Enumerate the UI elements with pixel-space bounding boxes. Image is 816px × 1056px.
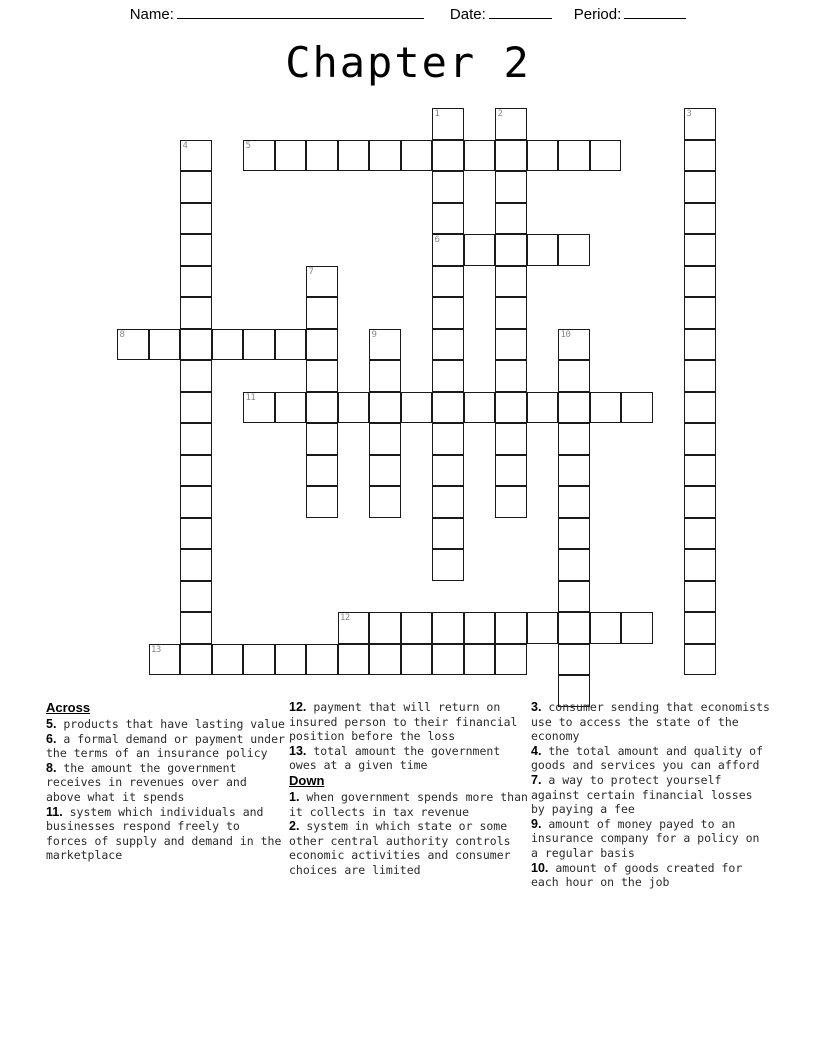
grid-cell[interactable] [212, 329, 244, 361]
grid-cell[interactable] [590, 612, 622, 644]
clue-number: 11. [46, 804, 63, 819]
grid-cell[interactable] [338, 140, 370, 172]
grid-cell[interactable] [306, 392, 338, 424]
clue-number: 4. [531, 743, 542, 758]
grid-cell[interactable] [369, 423, 401, 455]
grid-cell[interactable] [495, 644, 527, 676]
grid-cell-number: 12 [340, 613, 350, 623]
grid-cell[interactable] [180, 486, 212, 518]
clue-down-9 [531, 817, 773, 861]
grid-cell[interactable] [590, 140, 622, 172]
grid-cell[interactable] [590, 392, 622, 424]
grid-cell[interactable] [369, 392, 401, 424]
clue-text: system in which state or some other central authority controls economic activities and consumer choices are limited [289, 819, 511, 877]
grid-cell[interactable] [369, 486, 401, 518]
grid-cell[interactable] [401, 612, 433, 644]
grid-cell[interactable] [180, 266, 212, 298]
grid-cell[interactable] [306, 297, 338, 329]
grid-cell[interactable] [558, 644, 590, 676]
grid-cell[interactable] [527, 392, 559, 424]
clue-down-7 [531, 773, 773, 817]
grid-cell-number: 4 [182, 140, 188, 151]
grid-cell[interactable] [432, 140, 464, 172]
grid-cell[interactable] [369, 360, 401, 392]
grid-cell[interactable] [495, 329, 527, 361]
grid-cell[interactable] [527, 612, 559, 644]
grid-cell[interactable] [558, 486, 590, 518]
grid-cell[interactable] [369, 612, 401, 644]
grid-cell[interactable] [684, 612, 716, 644]
grid-cell[interactable] [621, 392, 653, 424]
clue-number: 12. [289, 700, 307, 714]
grid-cell[interactable] [338, 644, 370, 676]
grid-cell[interactable] [243, 140, 275, 172]
clue-across-12 [289, 700, 529, 744]
grid-cell[interactable] [306, 329, 338, 361]
clue-text: when government spends more than it collects in tax revenue [289, 789, 528, 819]
clue-down-3 [531, 700, 773, 744]
clue-number: 9. [531, 816, 542, 831]
grid-cell[interactable] [495, 234, 527, 266]
grid-cell[interactable] [684, 455, 716, 487]
grid-cell[interactable] [306, 455, 338, 487]
grid-cell[interactable] [432, 297, 464, 329]
grid-cell[interactable] [432, 455, 464, 487]
grid-cell[interactable] [684, 392, 716, 424]
grid-cell[interactable] [306, 423, 338, 455]
grid-cell[interactable] [306, 644, 338, 676]
grid-cell[interactable] [432, 644, 464, 676]
grid-cell[interactable] [432, 108, 464, 140]
grid-cell[interactable] [432, 329, 464, 361]
clue-number: 6. [46, 731, 57, 746]
grid-cell[interactable] [464, 612, 496, 644]
grid-cell[interactable] [180, 360, 212, 392]
grid-cell[interactable] [369, 140, 401, 172]
grid-cell[interactable] [180, 612, 212, 644]
grid-cell[interactable] [180, 297, 212, 329]
across-heading: Across [46, 700, 91, 715]
grid-cell[interactable] [180, 455, 212, 487]
grid-cell[interactable] [432, 612, 464, 644]
grid-cell[interactable] [212, 644, 244, 676]
clue-text: amount of money payed to an insurance company for a policy on a regular basis [531, 816, 760, 860]
grid-cell[interactable] [432, 486, 464, 518]
grid-cell-number: 6 [434, 235, 440, 245]
grid-cell[interactable] [558, 140, 590, 172]
name-label: Name: [129, 6, 174, 23]
grid-cell[interactable] [401, 140, 433, 172]
grid-cell[interactable] [432, 392, 464, 424]
clue-number: 13. [289, 743, 307, 758]
grid-cell-number: 1 [434, 109, 440, 119]
clue-text: total amount the government owes at a given time [289, 743, 501, 773]
grid-cell[interactable] [495, 392, 527, 424]
grid-cell[interactable] [180, 423, 212, 455]
grid-cell[interactable] [180, 518, 212, 550]
grid-cell-number: 7 [308, 266, 314, 277]
grid-cell[interactable] [306, 486, 338, 518]
grid-cell[interactable] [684, 581, 716, 613]
grid-cell[interactable] [558, 360, 590, 392]
grid-cell[interactable] [527, 234, 559, 266]
grid-cell[interactable] [369, 644, 401, 676]
grid-cell-number: 10 [560, 329, 571, 340]
grid-cell[interactable] [275, 644, 307, 676]
grid-cell[interactable] [149, 329, 181, 361]
clue-text: consumer sending that economists use to access the state of the economy [531, 700, 770, 744]
grid-cell[interactable] [180, 581, 212, 613]
grid-cell-number: 2 [497, 109, 503, 119]
clue-text: the total amount and quality of goods and services you can afford [531, 743, 763, 773]
grid-cell[interactable] [684, 644, 716, 676]
grid-cell[interactable] [684, 360, 716, 392]
grid-cell[interactable] [149, 644, 181, 676]
clue-number: 2. [289, 819, 300, 834]
grid-cell[interactable] [558, 612, 590, 644]
grid-cell[interactable] [401, 644, 433, 676]
grid-cell[interactable] [558, 518, 590, 550]
grid-cell[interactable] [495, 171, 527, 203]
grid-cell-number: 5 [245, 140, 251, 151]
grid-cell[interactable] [558, 234, 590, 266]
clue-down-10 [531, 861, 773, 890]
clue-across-8 [46, 761, 286, 805]
grid-cell[interactable] [495, 455, 527, 487]
period-label: Period: [573, 6, 622, 23]
clue-text: the amount the government receives in revenues over and above what it spends [46, 760, 247, 804]
grid-cell[interactable] [243, 644, 275, 676]
grid-cell[interactable] [432, 423, 464, 455]
grid-cell[interactable] [306, 360, 338, 392]
grid-cell[interactable] [275, 329, 307, 361]
clue-text: amount of goods created for each hour on the job [531, 860, 743, 890]
grid-cell[interactable] [558, 455, 590, 487]
grid-cell[interactable] [275, 140, 307, 172]
clue-number: 3. [531, 700, 542, 714]
grid-cell[interactable] [464, 392, 496, 424]
grid-cell[interactable] [306, 140, 338, 172]
grid-cell[interactable] [684, 486, 716, 518]
grid-cell[interactable] [432, 171, 464, 203]
grid-cell[interactable] [432, 549, 464, 581]
clue-text: a formal demand or payment under the terms of an insurance policy [46, 731, 285, 761]
clue-across-6 [46, 732, 286, 761]
clue-text: payment that will return on insured person to their financial position before the loss [289, 700, 518, 744]
grid-cell[interactable] [180, 644, 212, 676]
clue-text: system which individuals and businesses respond freely to forces of supply and demand in the marketplace [46, 804, 282, 863]
grid-cell[interactable] [495, 297, 527, 329]
grid-cell[interactable] [401, 392, 433, 424]
grid-cell[interactable] [558, 423, 590, 455]
grid-cell[interactable] [243, 392, 275, 424]
clue-number: 1. [289, 789, 300, 804]
grid-cell[interactable] [558, 329, 590, 361]
grid-cell[interactable] [495, 486, 527, 518]
grid-cell[interactable] [495, 203, 527, 235]
grid-cell[interactable] [684, 234, 716, 266]
grid-cell[interactable] [432, 518, 464, 550]
grid-cell[interactable] [684, 266, 716, 298]
clue-down-4 [531, 744, 773, 773]
grid-cell[interactable] [180, 140, 212, 172]
grid-cell[interactable] [180, 392, 212, 424]
clue-number: 8. [46, 760, 57, 775]
grid-cell[interactable] [684, 171, 716, 203]
clues-column-2 [289, 700, 529, 878]
grid-cell[interactable] [180, 171, 212, 203]
clue-number: 10. [531, 860, 549, 875]
grid-cell[interactable] [338, 612, 370, 644]
grid-cell[interactable] [275, 392, 307, 424]
clue-text: a way to protect yourself against certain financial losses by paying a fee [531, 772, 753, 817]
grid-cell-number: 9 [371, 329, 377, 340]
grid-cell-number: 13 [151, 644, 161, 655]
grid-cell[interactable] [684, 108, 716, 140]
clue-across-13 [289, 744, 529, 773]
grid-cell[interactable] [180, 203, 212, 235]
grid-cell[interactable] [180, 234, 212, 266]
grid-cell[interactable] [117, 329, 149, 361]
grid-cell-number: 8 [119, 329, 125, 340]
clues-section [0, 700, 816, 1000]
clue-down-1 [289, 790, 529, 819]
grid-cell[interactable] [432, 266, 464, 298]
grid-cell[interactable] [243, 329, 275, 361]
grid-cell[interactable] [684, 329, 716, 361]
grid-cell[interactable] [684, 549, 716, 581]
grid-cell[interactable] [369, 455, 401, 487]
grid-cell[interactable] [464, 140, 496, 172]
grid-cell[interactable] [432, 234, 464, 266]
grid-cell-number: 3 [686, 109, 692, 119]
grid-cell[interactable] [495, 423, 527, 455]
grid-cell[interactable] [558, 392, 590, 424]
clue-across-5 [46, 717, 286, 732]
page-title: Chapter 2 [285, 38, 531, 87]
clue-text: products that have lasting value [56, 717, 285, 731]
grid-cell[interactable] [495, 612, 527, 644]
grid-cell[interactable] [558, 581, 590, 613]
grid-cell[interactable] [558, 549, 590, 581]
grid-cell[interactable] [432, 360, 464, 392]
grid-cell[interactable] [684, 518, 716, 550]
clue-number: 7. [531, 772, 542, 787]
grid-cell[interactable] [432, 203, 464, 235]
clue-down-2 [289, 819, 529, 877]
clues-column-1 [46, 700, 286, 863]
grid-cell[interactable] [180, 549, 212, 581]
grid-cell[interactable] [527, 140, 559, 172]
grid-cell[interactable] [495, 360, 527, 392]
grid-cell[interactable] [369, 329, 401, 361]
grid-cell[interactable] [464, 234, 496, 266]
grid-cell[interactable] [338, 392, 370, 424]
grid-cell[interactable] [621, 612, 653, 644]
grid-cell-number: 11 [245, 392, 256, 403]
grid-cell[interactable] [180, 329, 212, 361]
grid-cell[interactable] [684, 297, 716, 329]
grid-cell[interactable] [495, 140, 527, 172]
down-heading: Down [289, 772, 325, 788]
date-label: Date: [449, 6, 486, 23]
grid-cell[interactable] [684, 140, 716, 172]
grid-cell[interactable] [495, 108, 527, 140]
grid-cell[interactable] [495, 266, 527, 298]
clue-number: 5. [46, 717, 57, 731]
clue-across-11 [46, 805, 286, 863]
clues-column-3 [531, 700, 773, 890]
grid-cell[interactable] [684, 203, 716, 235]
grid-cell[interactable] [684, 423, 716, 455]
grid-cell[interactable] [464, 644, 496, 676]
grid-cell[interactable] [306, 266, 338, 298]
